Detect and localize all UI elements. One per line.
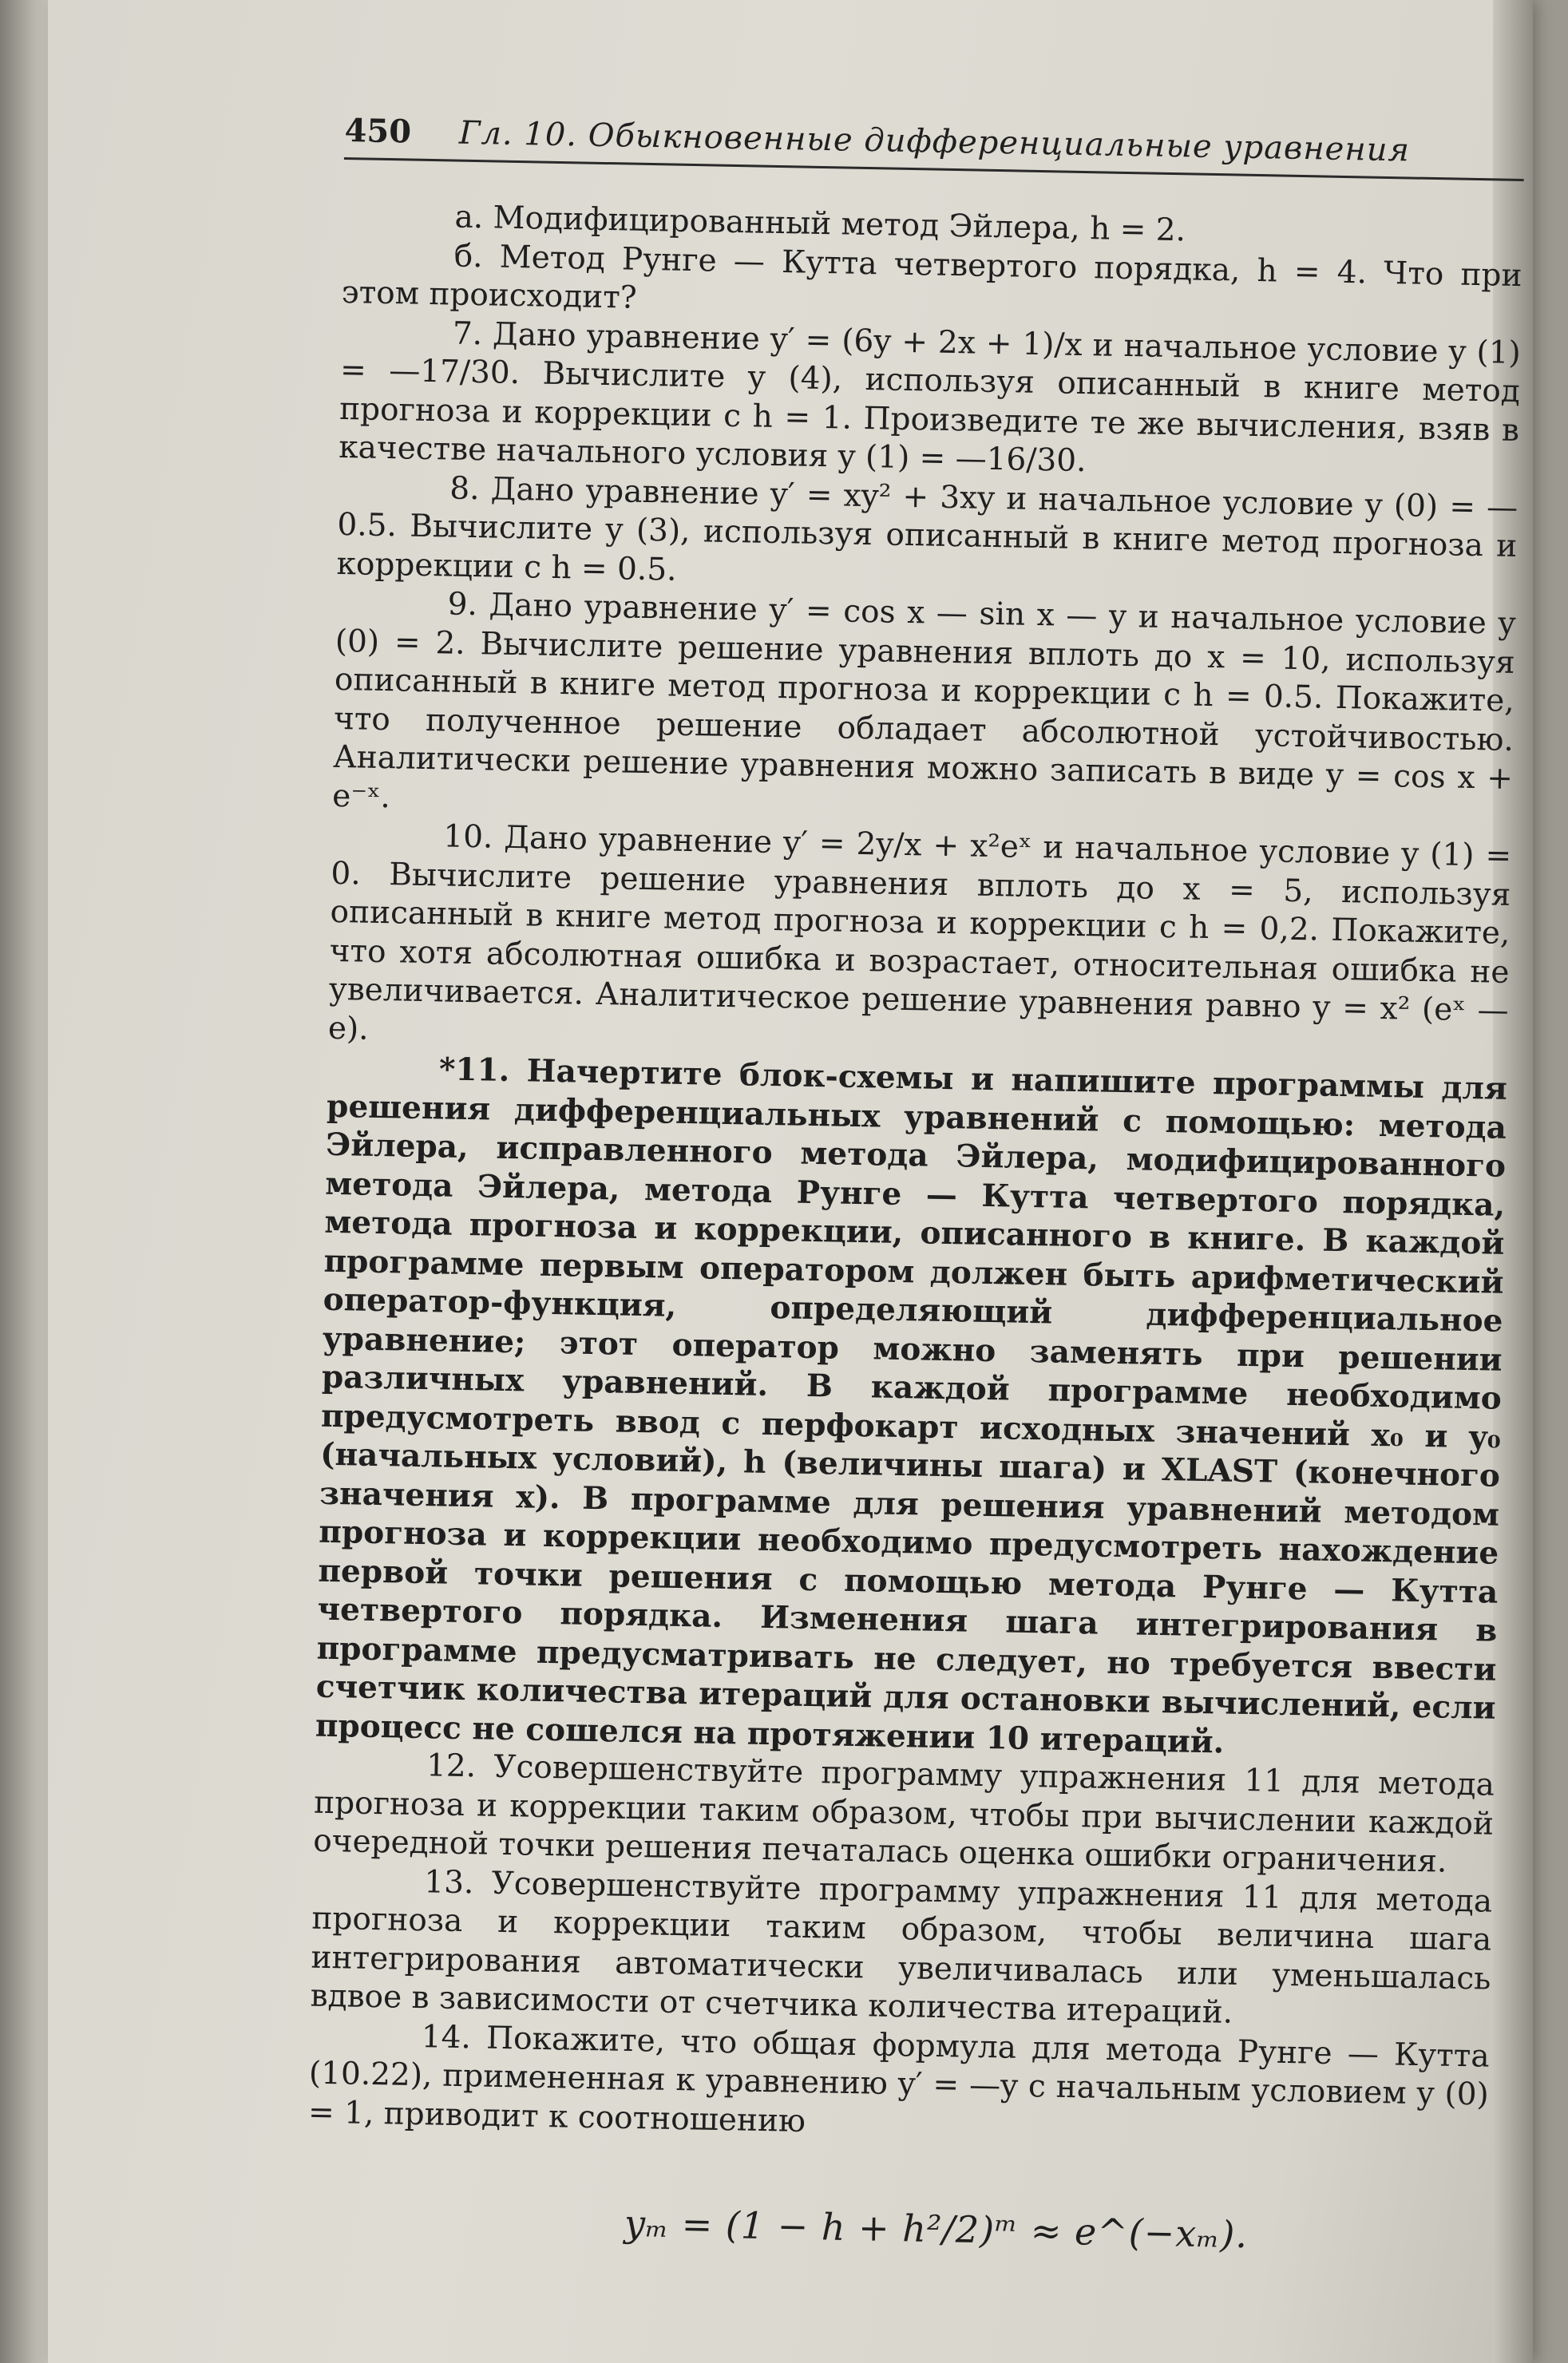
exercise-10: 10. Дано уравнение y′ = 2y/x + x²eˣ и начальное условие y (1) = 0. Вычислите решение уравнения вплоть до x = 5, используя описанный в книге метод прогноза и коррекции с h = 0,2. Покажите, что хотя абсолютная ошибка и возрастает, относительная ошибка не увеличивается. Аналитическое решение уравнения равно y = x² (eˣ — e). [327,818,1512,1047]
page-number: 450 [344,112,412,151]
exercise-12: 12. Усовершенствуйте программу упражнения 11 для метода прогноза и коррекции таким образом, чтобы при вычислении каждой очередной точки решения печаталась оценка ошибки ограничения. [312,1748,1495,1880]
exercise-7: 7. Дано уравнение y′ = (6y + 2x + 1)/x и начальное условие y (1) = —17/30. Вычислите y (4), используя описанный в книге метод прогноза и коррекции с h = 1. Произведите те же вычисления, взяв в качестве начального условия y (1) = —16/30. [338,315,1522,480]
exercise-9: 9. Дано уравнение y′ = cos x — sin x — y и начальное условие y (0) = 2. Вычислите решение уравнения вплоть до x = 10, используя описанный в книге метод прогноза и коррекции с h = 0.5. Покажите, что полученное решение обладает абсолютной устойчивостью. Аналитически решение уравнения можно записать в виде y = cos x + e⁻ˣ. [331,586,1516,815]
exercise-8: 8. Дано уравнение y′ = xy² + 3xy и начальное условие y (0) = —0.5. Вычислите y (3), используя описанный в книге метод прогноза и коррекции с h = 0.5. [336,469,1519,588]
formula: yₘ = (1 − h + h²/2)ᵐ ≈ e^(−xₘ). [624,2201,1249,2257]
exercise-13: 13. Усовершенствуйте программу упражнения 11 для метода прогноза и коррекции таким образом, чтобы величина шага интегрирования автоматически увеличивалась или уменьшалась вдвое в зависимости от счетчика количества итераций. [310,1863,1493,2031]
exercise-14: 14. Покажите, что общая формула для метода Рунге — Кутта (10.22), примененная к уравнению y′ = —y с начальным условием y (0) = 1, приводит к соотношению [307,2018,1491,2139]
exercise-11: *11. Начертите блок-схемы и напишите программы для решения дифференциальных уравнений с помощью: метода Эйлера, исправленного метода Эйлера, модифицированного метода Эйлера, метода Рунге — Кутта четвертого порядка, метода прогноза и коррекции, описанного в книге. В каждой программе первым оператором должен быть арифметический оператор-функция, определяющий дифференциальное уравнение; этот оператор можно заменять при решении различных уравнений. В каждой программе необходимо предусмотреть ввод с перфокарт исходных значений x₀ и y₀ (начальных условий), h (величины шага) и XLAST (конечного значения x). В программе для решения уравнений методом прогноза и коррекции необходимо предусмотреть нахождение первой точки решения с помощью метода Рунге — Кутта четвертого порядка. Изменения шага интегрирования в программе предусматривать не следует, но требуется ввести счетчик количества итераций для остановки вычислений, если процесс не сошелся на протяжении 10 итераций. [315,1051,1508,1761]
page-content [306,112,1525,2261]
exercise-6a: а. Модифицированный метод Эйлера, h = 2. [454,199,1186,249]
chapter-title: Гл. 10. Обыкновенные дифференциальные уравнения [458,114,1411,169]
exercise-6b: б. Метод Рунге — Кутта четвертого порядка, h = 4. Что при этом происходит? [341,238,1522,316]
